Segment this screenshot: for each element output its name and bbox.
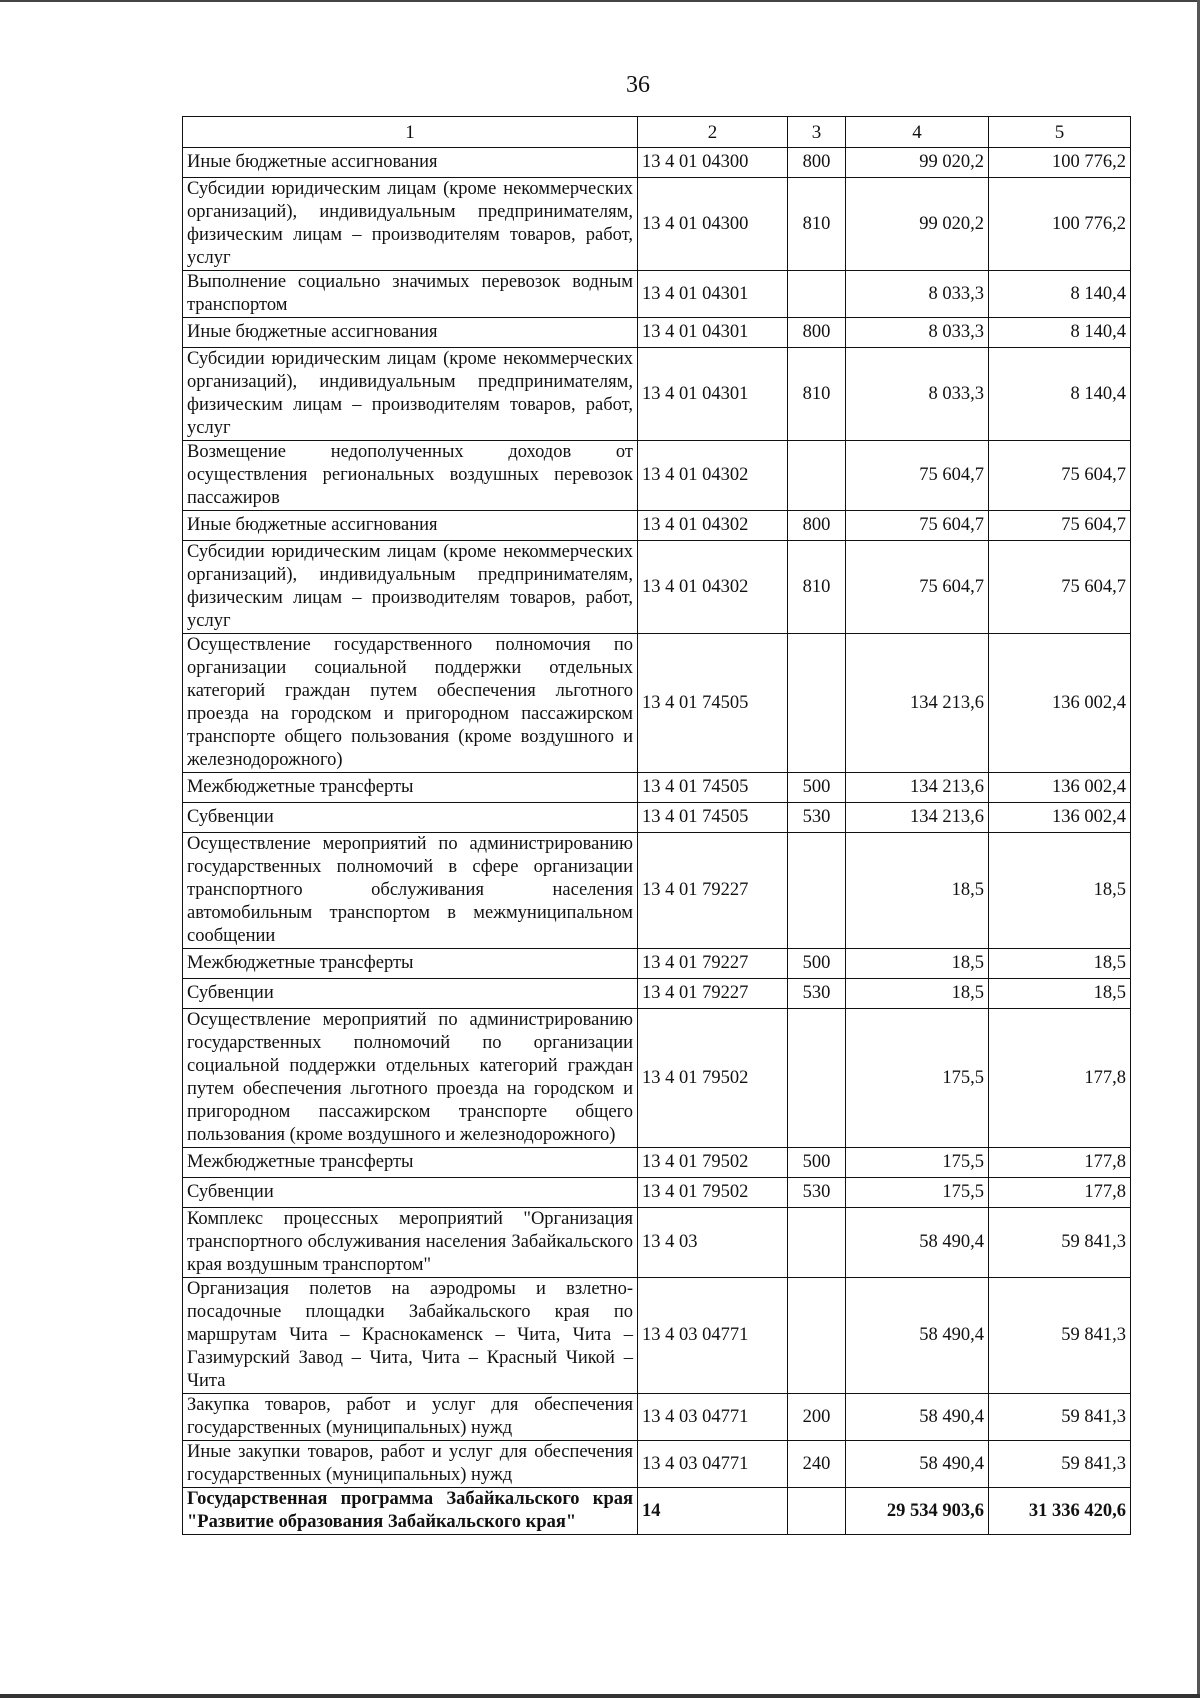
table-row xyxy=(183,1278,1131,1394)
row-amount-col5-cell: 177,8 xyxy=(989,1009,1131,1148)
row-name-cell: Субвенции xyxy=(183,979,638,1009)
table-row xyxy=(183,1178,1131,1208)
row-amount-col4-cell: 29 534 903,6 xyxy=(846,1488,989,1535)
row-name-cell: Организация полетов на аэродромы и взлетно-посадочные площадки Забайкальского края по маршрутам Чита – Краснокаменск – Чита, Чита – Газимурский Завод – Чита, Чита – Красный Чикой – Чита xyxy=(183,1278,638,1394)
row-code-cell: 13 4 01 79502 xyxy=(638,1009,788,1148)
row-amount-col4-cell: 18,5 xyxy=(846,979,989,1009)
header-col-1: 1 xyxy=(183,117,638,148)
row-amount-col5-cell: 177,8 xyxy=(989,1148,1131,1178)
row-amount-col5-cell: 136 002,4 xyxy=(989,634,1131,773)
row-name-cell: Иные бюджетные ассигнования xyxy=(183,511,638,541)
row-code-cell: 13 4 01 79502 xyxy=(638,1178,788,1208)
row-expense-type-cell: 800 xyxy=(788,148,846,178)
row-amount-col4-cell: 99 020,2 xyxy=(846,148,989,178)
table-row xyxy=(183,773,1131,803)
row-amount-col4-cell: 8 033,3 xyxy=(846,271,989,318)
row-amount-col5-cell: 8 140,4 xyxy=(989,318,1131,348)
table-row xyxy=(183,1488,1131,1535)
table-row xyxy=(183,1441,1131,1488)
table-row xyxy=(183,1394,1131,1441)
row-name-cell: Осуществление мероприятий по администрированию государственных полномочий по организации социальной поддержки отдельных категорий граждан путем обеспечения льготного проезда на городском и пригородном пассажирском транспорте общего пользования (кроме воздушного и железнодорожного) xyxy=(183,1009,638,1148)
table-row xyxy=(183,148,1131,178)
row-code-cell: 13 4 01 04301 xyxy=(638,271,788,318)
row-amount-col5-cell: 59 841,3 xyxy=(989,1278,1131,1394)
table-row xyxy=(183,979,1131,1009)
row-amount-col4-cell: 58 490,4 xyxy=(846,1208,989,1278)
row-amount-col4-cell: 75 604,7 xyxy=(846,441,989,511)
row-code-cell: 13 4 03 04771 xyxy=(638,1441,788,1488)
row-expense-type-cell: 810 xyxy=(788,541,846,634)
row-expense-type-cell: 240 xyxy=(788,1441,846,1488)
header-col-5: 5 xyxy=(989,117,1131,148)
row-amount-col5-cell: 100 776,2 xyxy=(989,178,1131,271)
row-expense-type-cell xyxy=(788,634,846,773)
row-expense-type-cell: 200 xyxy=(788,1394,846,1441)
row-expense-type-cell xyxy=(788,1278,846,1394)
row-expense-type-cell xyxy=(788,1009,846,1148)
row-amount-col5-cell: 75 604,7 xyxy=(989,541,1131,634)
row-name-cell: Субсидии юридическим лицам (кроме некоммерческих организаций), индивидуальным предпринимателям, физическим лицам – производителям товаров, работ, услуг xyxy=(183,348,638,441)
row-amount-col4-cell: 58 490,4 xyxy=(846,1441,989,1488)
header-col-2: 2 xyxy=(638,117,788,148)
row-name-cell: Межбюджетные трансферты xyxy=(183,949,638,979)
row-name-cell: Осуществление мероприятий по администрированию государственных полномочий в сфере организации транспортного обслуживания населения автомобильным транспортом в межмуниципальном сообщении xyxy=(183,833,638,949)
table-header xyxy=(183,117,1131,148)
page-number: 36 xyxy=(626,72,650,98)
table-body xyxy=(183,148,1131,1535)
table-row xyxy=(183,271,1131,318)
row-amount-col4-cell: 175,5 xyxy=(846,1009,989,1148)
row-expense-type-cell: 810 xyxy=(788,348,846,441)
row-code-cell: 13 4 01 04301 xyxy=(638,348,788,441)
row-code-cell: 13 4 01 74505 xyxy=(638,773,788,803)
row-amount-col5-cell: 18,5 xyxy=(989,833,1131,949)
row-amount-col5-cell: 59 841,3 xyxy=(989,1394,1131,1441)
row-expense-type-cell xyxy=(788,441,846,511)
row-amount-col5-cell: 75 604,7 xyxy=(989,441,1131,511)
table-row xyxy=(183,178,1131,271)
table-row xyxy=(183,541,1131,634)
row-amount-col5-cell: 59 841,3 xyxy=(989,1208,1131,1278)
row-code-cell: 13 4 01 79227 xyxy=(638,833,788,949)
row-amount-col4-cell: 8 033,3 xyxy=(846,348,989,441)
row-code-cell: 13 4 01 04301 xyxy=(638,318,788,348)
row-name-cell: Государственная программа Забайкальского края "Развитие образования Забайкальского края" xyxy=(183,1488,638,1535)
row-code-cell: 13 4 01 74505 xyxy=(638,803,788,833)
row-amount-col5-cell: 59 841,3 xyxy=(989,1441,1131,1488)
row-amount-col4-cell: 18,5 xyxy=(846,833,989,949)
table-row xyxy=(183,1208,1131,1278)
table-row xyxy=(183,634,1131,773)
row-expense-type-cell xyxy=(788,1488,846,1535)
row-amount-col4-cell: 134 213,6 xyxy=(846,634,989,773)
row-expense-type-cell: 810 xyxy=(788,178,846,271)
row-name-cell: Межбюджетные трансферты xyxy=(183,773,638,803)
table-row xyxy=(183,1009,1131,1148)
row-expense-type-cell: 800 xyxy=(788,318,846,348)
row-code-cell: 13 4 01 79227 xyxy=(638,949,788,979)
row-expense-type-cell: 530 xyxy=(788,803,846,833)
row-code-cell: 13 4 01 04302 xyxy=(638,441,788,511)
budget-table xyxy=(182,116,1131,1535)
row-code-cell: 13 4 03 04771 xyxy=(638,1394,788,1441)
row-code-cell: 13 4 01 04302 xyxy=(638,541,788,634)
table-row xyxy=(183,1148,1131,1178)
row-name-cell: Иные бюджетные ассигнования xyxy=(183,148,638,178)
row-name-cell: Выполнение социально значимых перевозок водным транспортом xyxy=(183,271,638,318)
row-amount-col5-cell: 100 776,2 xyxy=(989,148,1131,178)
row-amount-col5-cell: 31 336 420,6 xyxy=(989,1488,1131,1535)
row-name-cell: Иные закупки товаров, работ и услуг для обеспечения государственных (муниципальных) нужд xyxy=(183,1441,638,1488)
row-expense-type-cell: 500 xyxy=(788,1148,846,1178)
row-amount-col4-cell: 8 033,3 xyxy=(846,318,989,348)
row-name-cell: Субсидии юридическим лицам (кроме некоммерческих организаций), индивидуальным предпринимателям, физическим лицам – производителям товаров, работ, услуг xyxy=(183,541,638,634)
row-amount-col5-cell: 18,5 xyxy=(989,979,1131,1009)
row-amount-col5-cell: 136 002,4 xyxy=(989,803,1131,833)
row-expense-type-cell: 500 xyxy=(788,773,846,803)
row-expense-type-cell: 500 xyxy=(788,949,846,979)
row-name-cell: Субвенции xyxy=(183,803,638,833)
row-code-cell: 13 4 01 79227 xyxy=(638,979,788,1009)
row-name-cell: Субвенции xyxy=(183,1178,638,1208)
row-amount-col4-cell: 18,5 xyxy=(846,949,989,979)
row-name-cell: Осуществление государственного полномочия по организации социальной поддержки отдельных категорий граждан путем обеспечения льготного проезда на городском и пригородном пассажирском транспорте общего пользования (кроме воздушного и железнодорожного) xyxy=(183,634,638,773)
row-amount-col4-cell: 58 490,4 xyxy=(846,1394,989,1441)
row-amount-col4-cell: 175,5 xyxy=(846,1178,989,1208)
table-row xyxy=(183,318,1131,348)
row-expense-type-cell xyxy=(788,833,846,949)
row-amount-col5-cell: 8 140,4 xyxy=(989,348,1131,441)
row-code-cell: 13 4 01 74505 xyxy=(638,634,788,773)
row-expense-type-cell xyxy=(788,271,846,318)
table-row xyxy=(183,949,1131,979)
row-code-cell: 13 4 01 04300 xyxy=(638,178,788,271)
row-expense-type-cell: 530 xyxy=(788,979,846,1009)
row-code-cell: 14 xyxy=(638,1488,788,1535)
row-code-cell: 13 4 01 79502 xyxy=(638,1148,788,1178)
table-row xyxy=(183,441,1131,511)
scan-edge-bottom xyxy=(0,1694,1200,1698)
header-col-3: 3 xyxy=(788,117,846,148)
table-row xyxy=(183,511,1131,541)
row-amount-col5-cell: 8 140,4 xyxy=(989,271,1131,318)
row-amount-col5-cell: 177,8 xyxy=(989,1178,1131,1208)
row-amount-col4-cell: 99 020,2 xyxy=(846,178,989,271)
row-amount-col4-cell: 134 213,6 xyxy=(846,773,989,803)
row-amount-col4-cell: 175,5 xyxy=(846,1148,989,1178)
table-row xyxy=(183,803,1131,833)
row-amount-col5-cell: 18,5 xyxy=(989,949,1131,979)
table-row xyxy=(183,348,1131,441)
scan-edge-top xyxy=(0,0,1200,2)
table-row xyxy=(183,833,1131,949)
row-expense-type-cell: 530 xyxy=(788,1178,846,1208)
row-name-cell: Комплекс процессных мероприятий "Организация транспортного обслуживания населения Забайкальского края воздушным транспортом" xyxy=(183,1208,638,1278)
row-code-cell: 13 4 01 04300 xyxy=(638,148,788,178)
row-name-cell: Закупка товаров, работ и услуг для обеспечения государственных (муниципальных) нужд xyxy=(183,1394,638,1441)
row-code-cell: 13 4 03 xyxy=(638,1208,788,1278)
header-col-4: 4 xyxy=(846,117,989,148)
row-expense-type-cell: 800 xyxy=(788,511,846,541)
row-code-cell: 13 4 01 04302 xyxy=(638,511,788,541)
row-name-cell: Возмещение недополученных доходов от осуществления региональных воздушных перевозок пассажиров xyxy=(183,441,638,511)
row-amount-col5-cell: 136 002,4 xyxy=(989,773,1131,803)
row-name-cell: Межбюджетные трансферты xyxy=(183,1148,638,1178)
row-amount-col5-cell: 75 604,7 xyxy=(989,511,1131,541)
row-amount-col4-cell: 58 490,4 xyxy=(846,1278,989,1394)
row-amount-col4-cell: 134 213,6 xyxy=(846,803,989,833)
row-amount-col4-cell: 75 604,7 xyxy=(846,511,989,541)
row-amount-col4-cell: 75 604,7 xyxy=(846,541,989,634)
header-row xyxy=(183,117,1131,148)
row-code-cell: 13 4 03 04771 xyxy=(638,1278,788,1394)
row-expense-type-cell xyxy=(788,1208,846,1278)
row-name-cell: Субсидии юридическим лицам (кроме некоммерческих организаций), индивидуальным предпринимателям, физическим лицам – производителям товаров, работ, услуг xyxy=(183,178,638,271)
row-name-cell: Иные бюджетные ассигнования xyxy=(183,318,638,348)
